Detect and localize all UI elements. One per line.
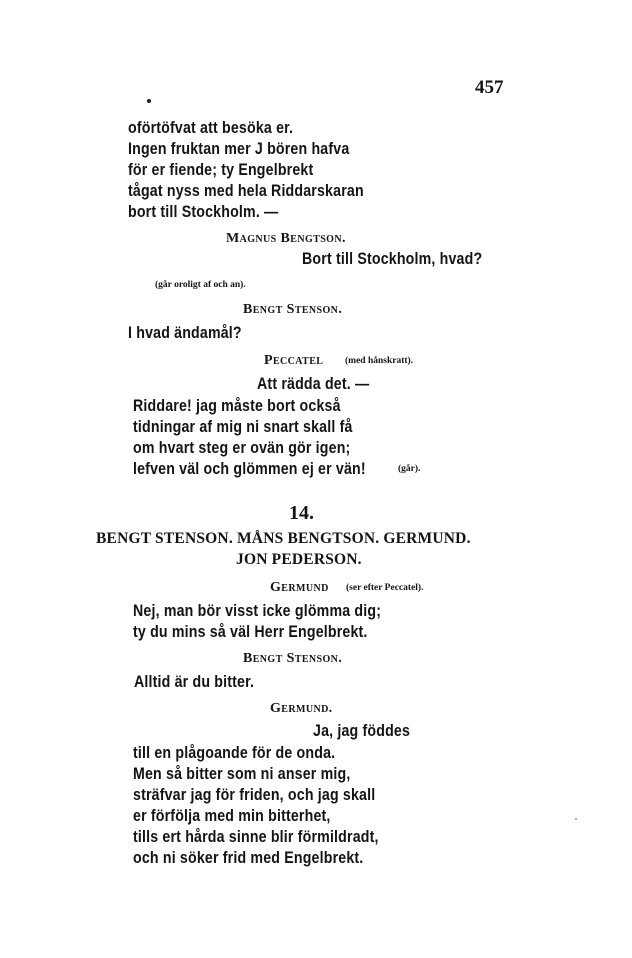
verse-line: oförtöfvat att besöka er. — [128, 119, 294, 137]
stage-direction: (går). — [398, 464, 421, 474]
speaker-name: Peccatel — [264, 353, 324, 368]
speaker-name: Bengt Stenson. — [243, 651, 343, 666]
stage-direction: (går oroligt af och an). — [155, 280, 246, 290]
verse-line: Riddare! jag måste bort också — [133, 397, 341, 415]
print-speck — [147, 99, 151, 103]
verse-line: bort till Stockholm. — — [128, 203, 279, 221]
verse-line: om hvart steg er ovän gör igen; — [133, 439, 351, 457]
verse-line: tågat nyss med hela Riddarskaran — [128, 182, 364, 200]
verse-line: Ingen fruktan mer J bören hafva — [128, 140, 350, 158]
verse-line: er förfölja med min bitterhet, — [133, 807, 331, 825]
verse-line: ty du mins så väl Herr Engelbrekt. — [133, 623, 368, 641]
speaker-name: Bengt Stenson. — [243, 302, 343, 317]
verse-line: till en plågoande för de onda. — [133, 744, 336, 762]
stage-direction: (ser efter Peccatel). — [346, 583, 424, 593]
verse-line: Att rädda det. — — [257, 375, 370, 393]
verse-line: Bort till Stockholm, hvad? — [302, 250, 483, 268]
stage-direction: (med hånskratt). — [345, 356, 414, 366]
verse-line: för er fiende; ty Engelbrekt — [128, 161, 314, 179]
speaker-name: Magnus Bengtson. — [226, 231, 346, 246]
verse-line: tills ert hårda sinne blir förmildradt, — [133, 828, 379, 846]
verse-line: I hvad ändamål? — [128, 324, 242, 342]
cast-list: BENGT STENSON. MÅNS BENGTSON. GERMUND. — [96, 530, 471, 547]
verse-line: Men så bitter som ni anser mig, — [133, 765, 351, 783]
print-speck — [575, 818, 577, 820]
speaker-name: Germund — [270, 580, 329, 595]
verse-line: lefven väl och glömmen ej er vän! — [133, 460, 366, 478]
verse-line: och ni söker frid med Engelbrekt. — [133, 849, 364, 867]
verse-line: Alltid är du bitter. — [134, 673, 255, 691]
cast-list: JON PEDERSON. — [236, 551, 362, 568]
page-number: 457 — [475, 77, 504, 98]
verse-line: sträfvar jag för friden, och jag skall — [133, 786, 376, 804]
verse-line: Nej, man bör visst icke glömma dig; — [133, 602, 382, 620]
scene-number: 14. — [289, 502, 314, 524]
speaker-name: Germund. — [270, 701, 333, 716]
verse-line: tidningar af mig ni snart skall få — [133, 418, 353, 436]
verse-line: Ja, jag föddes — [313, 722, 411, 740]
